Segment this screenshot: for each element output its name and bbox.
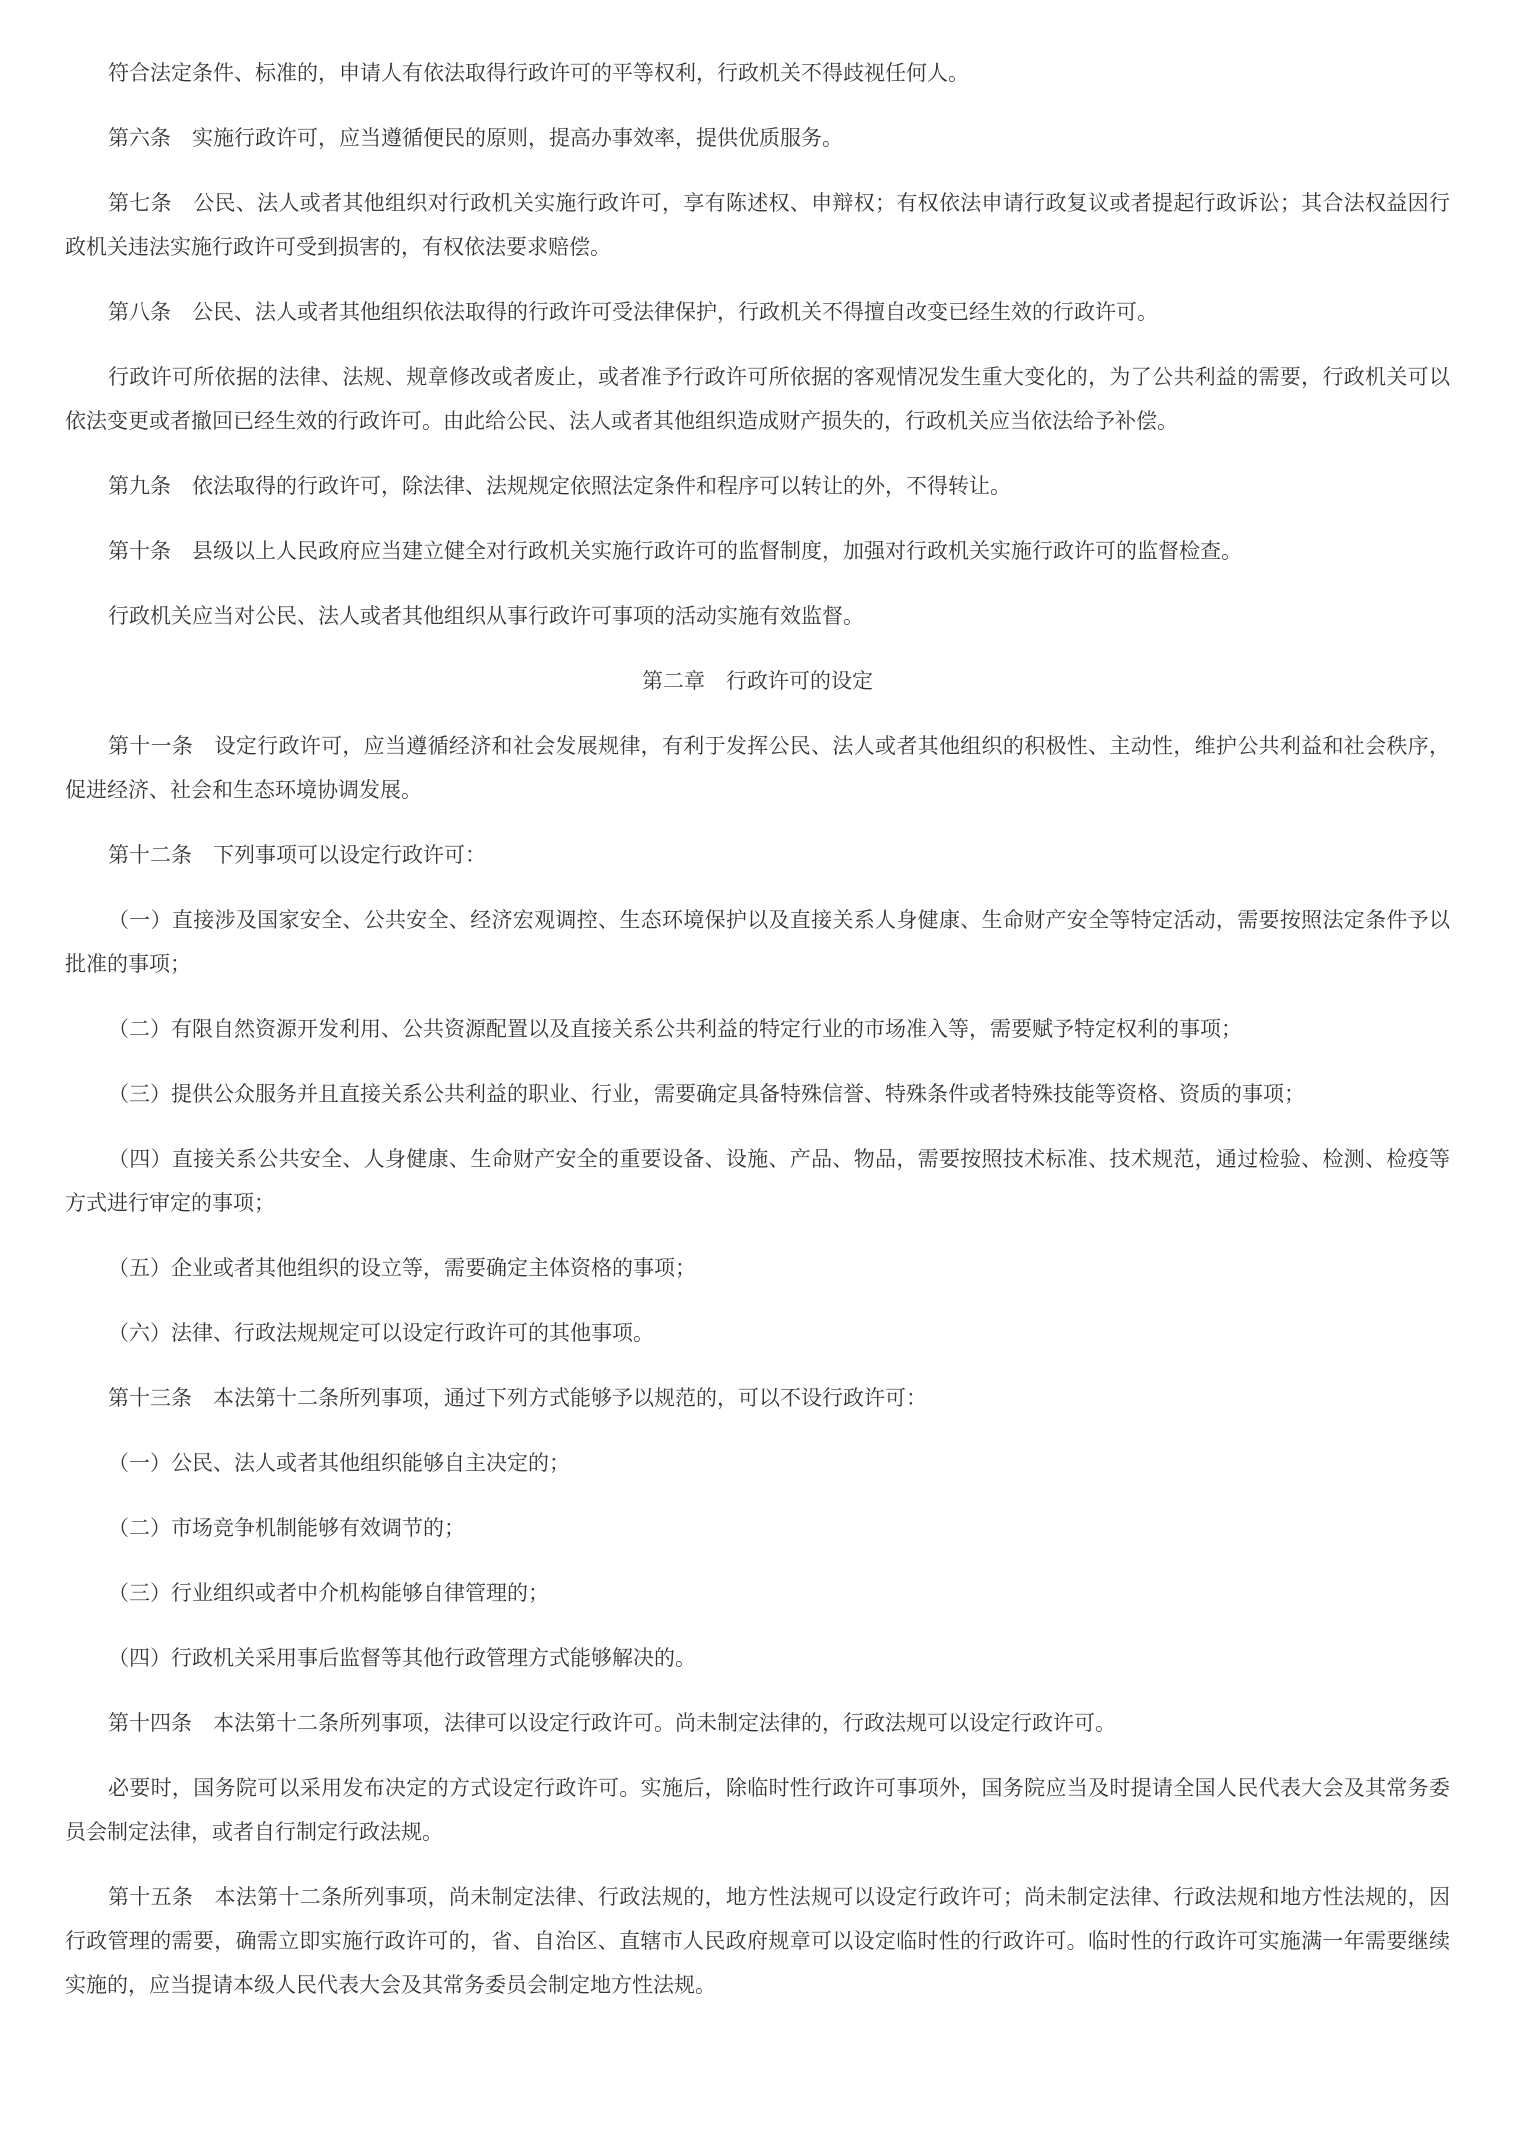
document-body bbox=[65, 51, 1450, 2007]
paragraph: 符合法定条件、标准的，申请人有依法取得行政许可的平等权利，行政机关不得歧视任何人。 bbox=[108, 61, 969, 85]
paragraph: （一）公民、法人或者其他组织能够自主决定的； bbox=[108, 1451, 570, 1475]
paragraph: （六）法律、行政法规规定可以设定行政许可的其他事项。 bbox=[108, 1321, 654, 1345]
paragraph: 第七条 公民、法人或者其他组织对行政机关实施行政许可，享有陈述权、申辩权；有权依法申请行政复议或者提起行政诉讼；其合法权益因行政机关违法实施行政许可受到损害的，有权依法要求赔偿。 bbox=[65, 191, 1450, 259]
paragraph: 第十条 县级以上人民政府应当建立健全对行政机关实施行政许可的监督制度，加强对行政机关实施行政许可的监督检查。 bbox=[108, 539, 1242, 563]
paragraph: 必要时，国务院可以采用发布决定的方式设定行政许可。实施后，除临时性行政许可事项外，国务院应当及时提请全国人民代表大会及其常务委员会制定法律，或者自行制定行政法规。 bbox=[65, 1776, 1450, 1844]
paragraph: 第十五条 本法第十二条所列事项，尚未制定法律、行政法规的，地方性法规可以设定行政许可；尚未制定法律、行政法规和地方性法规的，因行政管理的需要，确需立即实施行政许可的，省、自治区、直辖市人民政府规章可以设定临时性的行政许可。临时性的行政许可实施满一年需要继续实施的，应当提请本级人民代表大会及其常务委员会制定地方性法规。 bbox=[65, 1885, 1450, 1997]
paragraph: 第九条 依法取得的行政许可，除法律、法规规定依照法定条件和程序可以转让的外，不得转让。 bbox=[108, 474, 1011, 498]
paragraph: （二）市场竞争机制能够有效调节的； bbox=[108, 1516, 465, 1540]
paragraph: 第十二条 下列事项可以设定行政许可： bbox=[108, 843, 486, 867]
paragraph: （三）提供公众服务并且直接关系公共利益的职业、行业，需要确定具备特殊信誉、特殊条件或者特殊技能等资格、资质的事项； bbox=[108, 1082, 1305, 1106]
paragraph: 第八条 公民、法人或者其他组织依法取得的行政许可受法律保护，行政机关不得擅自改变已经生效的行政许可。 bbox=[108, 300, 1158, 324]
paragraph: （五）企业或者其他组织的设立等，需要确定主体资格的事项； bbox=[108, 1256, 696, 1280]
paragraph: （一）直接涉及国家安全、公共安全、经济宏观调控、生态环境保护以及直接关系人身健康、生命财产安全等特定活动，需要按照法定条件予以批准的事项； bbox=[65, 908, 1450, 976]
paragraph: 行政机关应当对公民、法人或者其他组织从事行政许可事项的活动实施有效监督。 bbox=[108, 604, 864, 628]
paragraph: 第十一条 设定行政许可，应当遵循经济和社会发展规律，有利于发挥公民、法人或者其他组织的积极性、主动性，维护公共利益和社会秩序，促进经济、社会和生态环境协调发展。 bbox=[65, 734, 1450, 802]
paragraph: （二）有限自然资源开发利用、公共资源配置以及直接关系公共利益的特定行业的市场准入等，需要赋予特定权利的事项； bbox=[108, 1017, 1242, 1041]
paragraph: 第六条 实施行政许可，应当遵循便民的原则，提高办事效率，提供优质服务。 bbox=[108, 126, 843, 150]
chapter-heading: 第二章 行政许可的设定 bbox=[642, 669, 873, 693]
paragraph: 行政许可所依据的法律、法规、规章修改或者废止，或者准予行政许可所依据的客观情况发生重大变化的，为了公共利益的需要，行政机关可以依法变更或者撤回已经生效的行政许可。由此给公民、法人或者其他组织造成财产损失的，行政机关应当依法给予补偿。 bbox=[65, 365, 1450, 433]
paragraph: （三）行业组织或者中介机构能够自律管理的； bbox=[108, 1581, 549, 1605]
paragraph: （四）行政机关采用事后监督等其他行政管理方式能够解决的。 bbox=[108, 1646, 696, 1670]
paragraph: 第十四条 本法第十二条所列事项，法律可以设定行政许可。尚未制定法律的，行政法规可以设定行政许可。 bbox=[108, 1711, 1116, 1735]
paragraph: （四）直接关系公共安全、人身健康、生命财产安全的重要设备、设施、产品、物品，需要按照技术标准、技术规范，通过检验、检测、检疫等方式进行审定的事项； bbox=[65, 1147, 1450, 1215]
paragraph: 第十三条 本法第十二条所列事项，通过下列方式能够予以规范的，可以不设行政许可： bbox=[108, 1386, 927, 1410]
